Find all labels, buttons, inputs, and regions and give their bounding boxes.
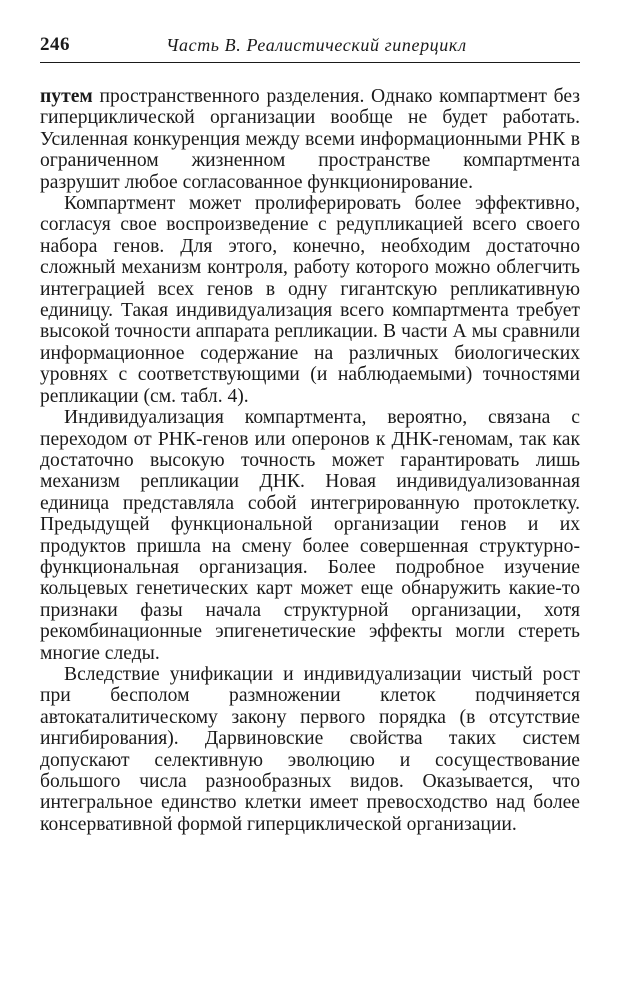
page-number: 246 bbox=[40, 34, 70, 55]
paragraph-4: Вследствие унификации и индивидуализации чистый рост при бесполом размножении клеток подчиняется автокаталитическому закону первого порядка (в отсутствие ингибирования). Дарвиновские свойства таких систем допускают селективную эволюцию и сосуществование большого числа разнообразных видов. Оказывается, что интегральное единство клетки имеет превосходство над более консервативной формой гиперциклической организации. bbox=[40, 663, 580, 835]
paragraph-1-lead-word: путем bbox=[40, 86, 93, 107]
paragraph-1-text: пространственного разделения. Однако компартмент без гиперциклической организации вообще не будет работать. Усиленная конкуренция между всеми информационными РНК в ограниченном жизненном пространстве компартмента разрушит любое согласованное функционирование. bbox=[40, 86, 580, 193]
running-title: Часть В. Реалистический гиперцикл bbox=[166, 35, 467, 55]
running-head bbox=[40, 34, 580, 58]
paragraph-3: Индивидуализация компартмента, вероятно, связана с переходом от РНК-генов или оперонов к ДНК-геномам, так как достаточно высокую точность может гарантировать лишь механизм репликации ДНК. Новая индивидуализованная единица представляла собой интегрированную протоклетку. Предыдущей функциональной организации генов и их продуктов пришла на смену более совершенная структурно-функциональная организация. Более подробное изучение кольцевых генетических карт может еще обнаружить какие-то признаки фазы начала структурной организации, хотя рекомбинационные эпигенетические эффекты могли стереть многие следы. bbox=[40, 407, 580, 664]
paragraph-2: Компартмент может пролиферировать более эффективно, согласуя свое воспроизведение с редупликацией всего своего набора генов. Для этого, конечно, необходим достаточно сложный механизм контроля, работу которого можно облегчить интеграцией всех генов в одну гигантскую репликативную единицу. Такая индивидуализация всего компартмента требует высокой точности аппарата репликации. В части А мы сравнили информационное содержание на различных биологических уровнях с соответствующими (и наблюдаемыми) точностями репликации (см. табл. 4). bbox=[40, 193, 580, 407]
paragraph-1 bbox=[40, 86, 580, 193]
header-rule bbox=[40, 62, 580, 63]
body-text bbox=[40, 86, 580, 835]
